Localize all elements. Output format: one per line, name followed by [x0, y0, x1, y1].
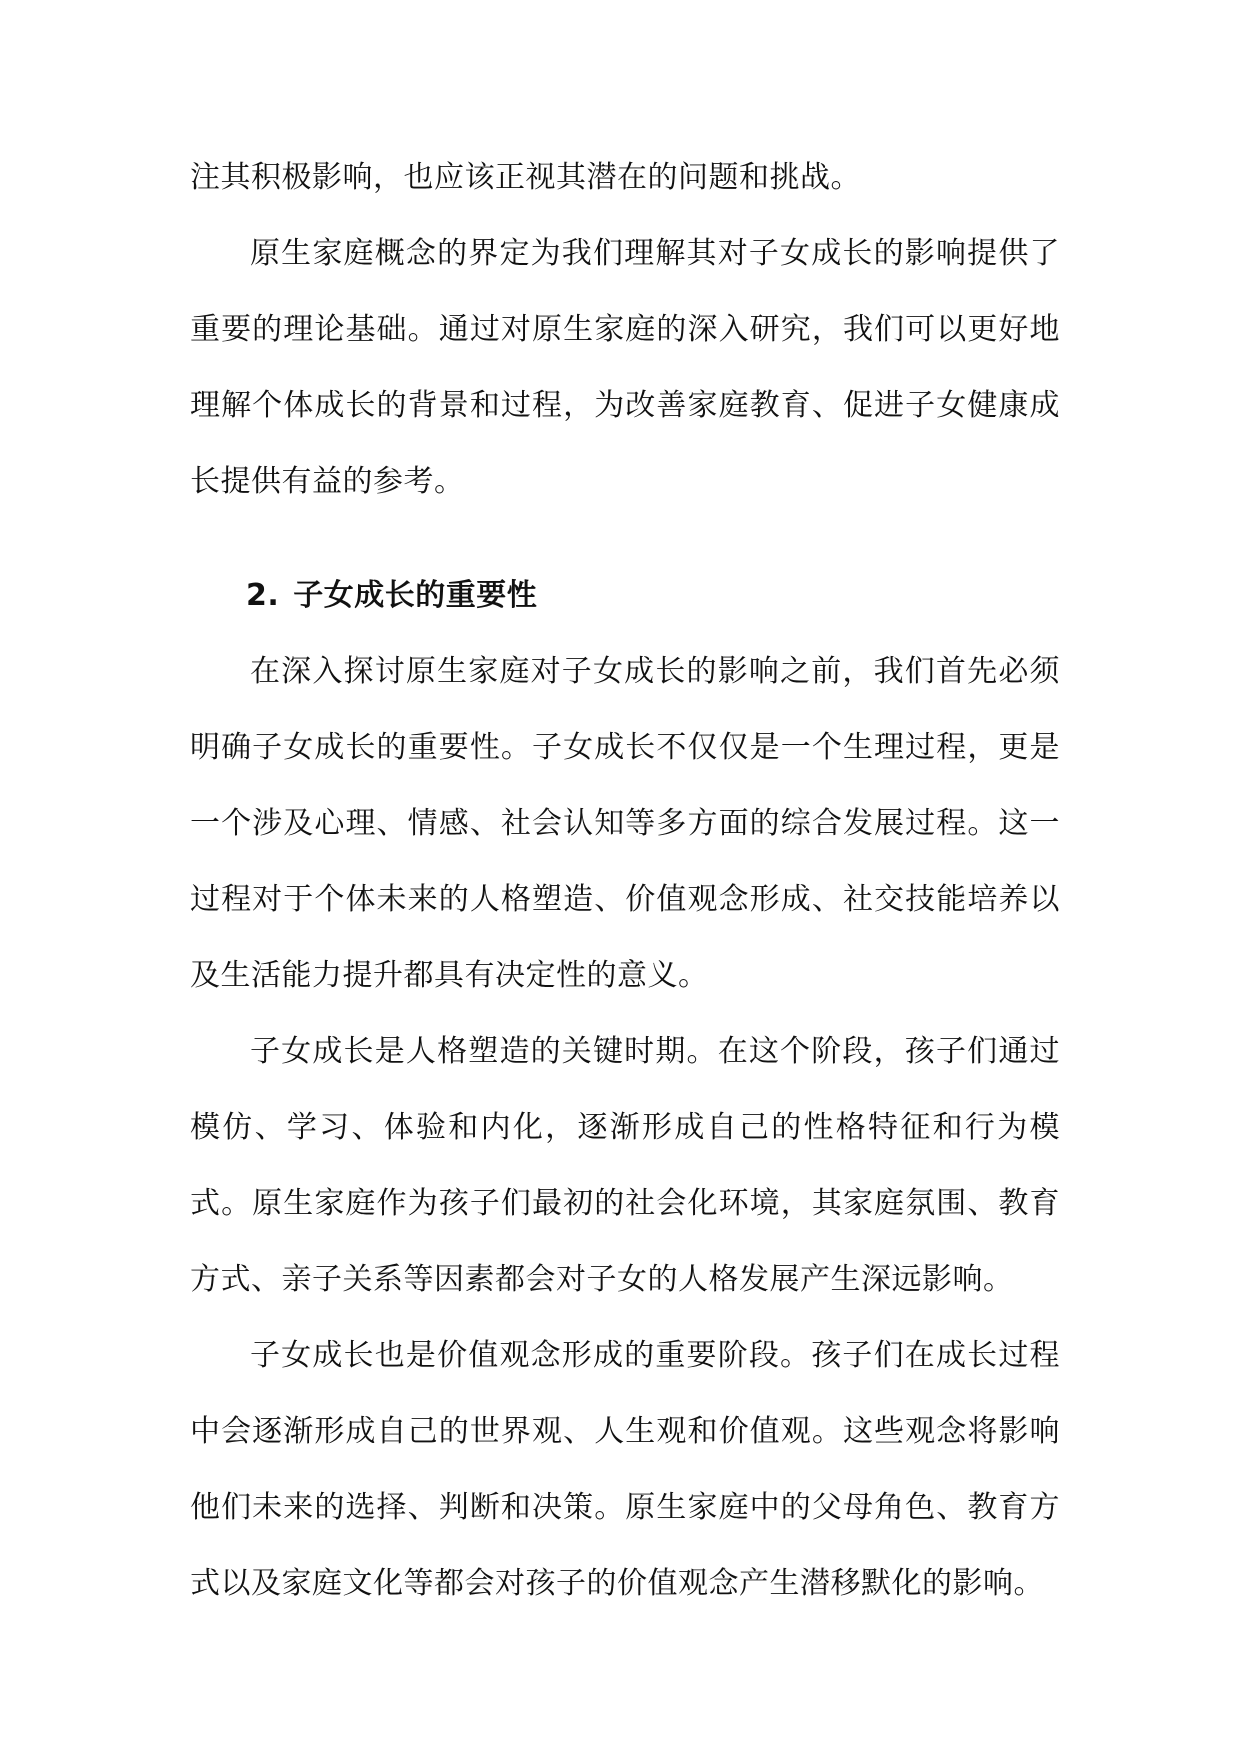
- paragraph-continuation: 注其积极影响，也应该正视其潜在的问题和挑战。: [190, 160, 861, 195]
- section-title: 子女成长的重要性: [293, 578, 538, 613]
- paragraph-importance-intro: 在深入探讨原生家庭对子女成长的影响之前，我们首先必须明确子女成长的重要性。子女成长不仅仅是一个生理过程，更是一个涉及心理、情感、社会认知等多方面的综合发展过程。这一过程对于个体未来的人格塑造、价值观念形成、社交技能培养以及生活能力提升都具有决定性的意义。: [190, 654, 1060, 993]
- paragraph-values-formation: 子女成长也是价值观念形成的重要阶段。孩子们在成长过程中会逐渐形成自己的世界观、人生观和价值观。这些观念将影响他们未来的选择、判断和决策。原生家庭中的父母角色、教育方式以及家庭文化等都会对孩子的价值观念产生潜移默化的影响。: [190, 1338, 1060, 1601]
- paragraph-concept-definition: 原生家庭概念的界定为我们理解其对子女成长的影响提供了重要的理论基础。通过对原生家庭的深入研究，我们可以更好地理解个体成长的背景和过程，为改善家庭教育、促进子女健康成长提供有益的参考。: [190, 236, 1060, 499]
- text-column: [190, 140, 1060, 1622]
- section-number: 2.: [246, 578, 280, 613]
- section-heading: [190, 558, 1060, 634]
- paragraph-personality-shaping: 子女成长是人格塑造的关键时期。在这个阶段，孩子们通过模仿、学习、体验和内化，逐渐形成自己的性格特征和行为模式。原生家庭作为孩子们最初的社会化环境，其家庭氛围、教育方式、亲子关系等因素都会对子女的人格发展产生深远影响。: [190, 1034, 1060, 1297]
